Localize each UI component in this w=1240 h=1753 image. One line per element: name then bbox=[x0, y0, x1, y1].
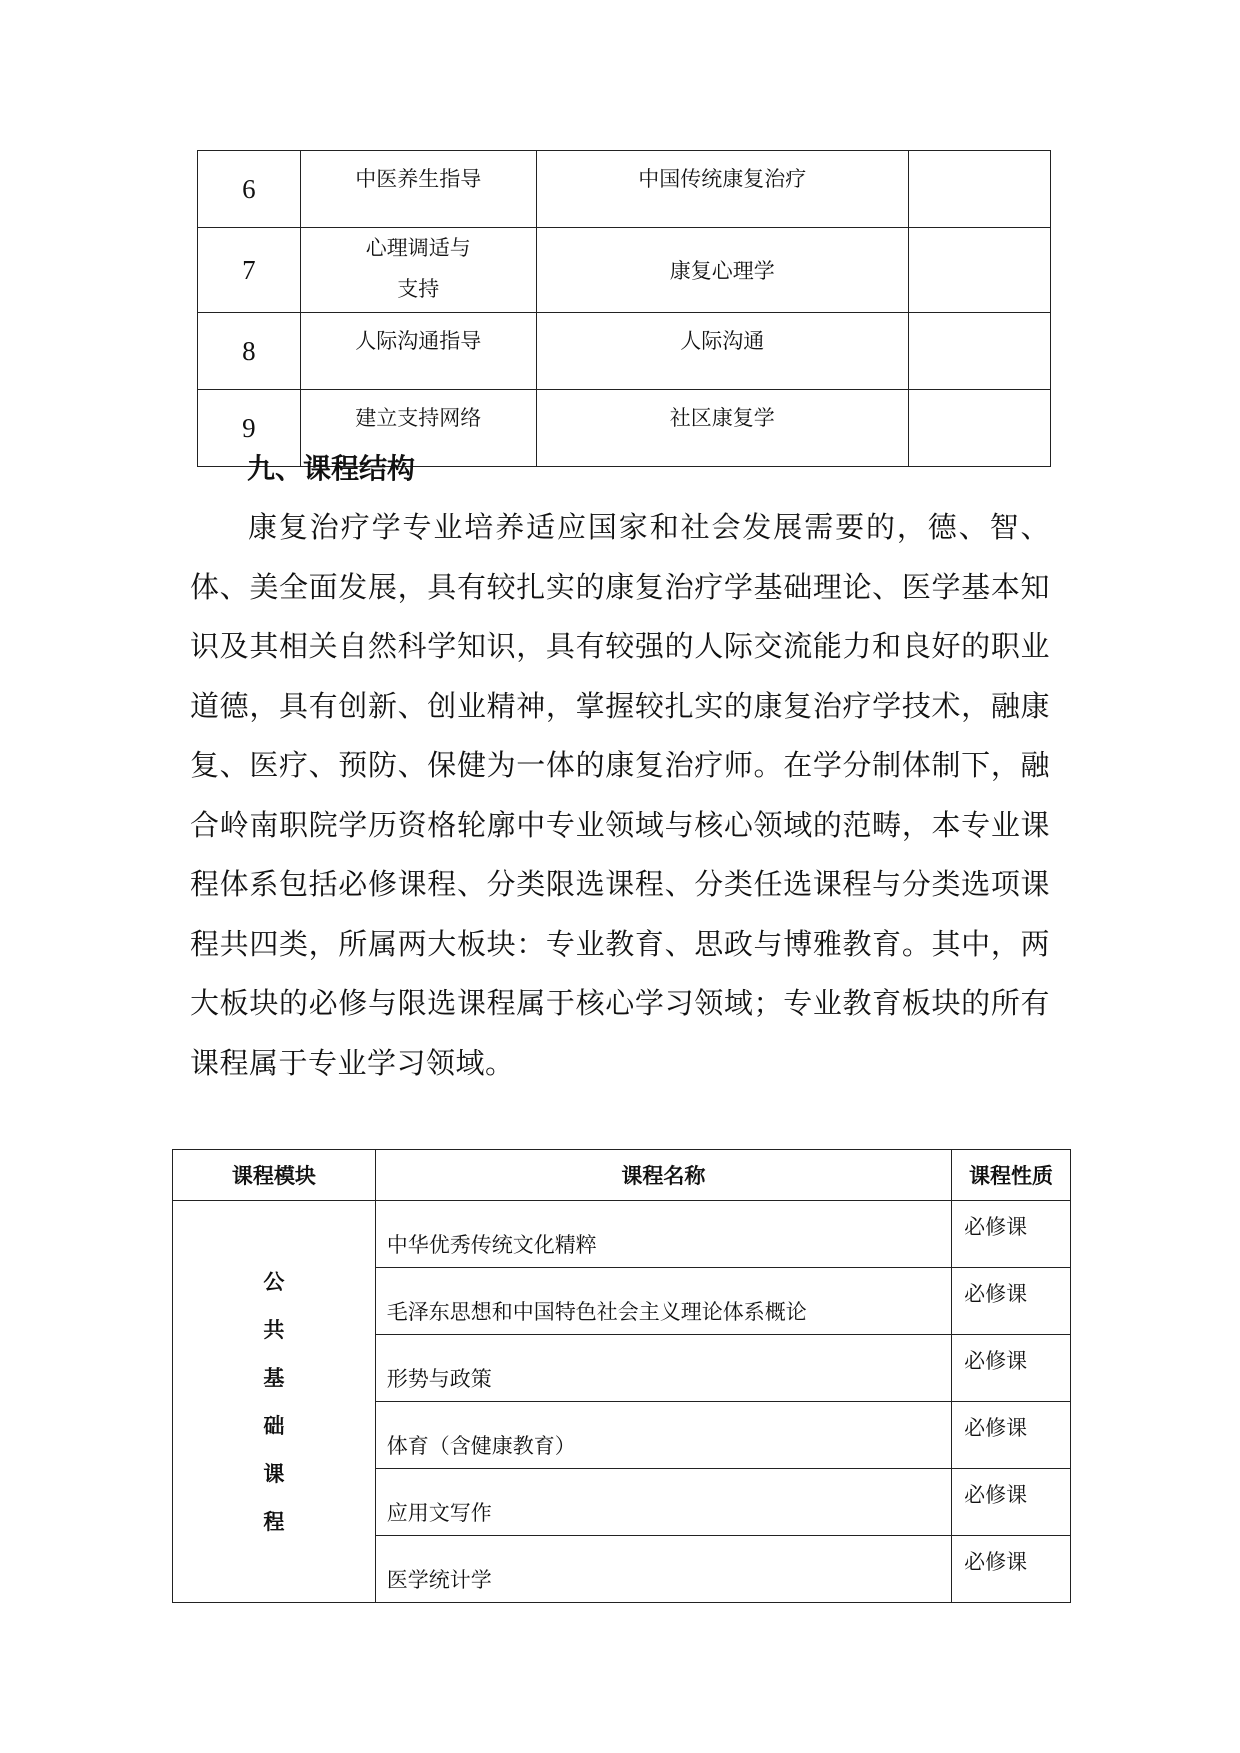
course-cell: 人际沟通 bbox=[536, 313, 908, 390]
header-nature: 课程性质 bbox=[952, 1150, 1071, 1201]
course-name: 中华优秀传统文化精粹 bbox=[375, 1201, 951, 1268]
module-cell bbox=[173, 1201, 376, 1603]
course-structure-table bbox=[172, 1149, 1071, 1603]
module-char: 础 bbox=[263, 1413, 285, 1438]
task-cell: 人际沟通指导 bbox=[300, 313, 536, 390]
course-cell: 康复心理学 bbox=[536, 228, 908, 313]
note-cell bbox=[908, 151, 1050, 228]
task-cell: 建立支持网络 bbox=[300, 390, 536, 467]
course-nature: 必修课 bbox=[952, 1536, 1071, 1603]
note-cell bbox=[908, 228, 1050, 313]
course-nature: 必修课 bbox=[952, 1335, 1071, 1402]
intro-paragraph: 康复治疗学专业培养适应国家和社会发展需要的，德、智、体、美全面发展，具有较扎实的康复治疗学基础理论、医学基本知识及其相关自然科学知识，具有较强的人际交流能力和良好的职业道德，具有创新、创业精神，掌握较扎实的康复治疗学技术，融康复、医疗、预防、保健为一体的康复治疗师。在学分制体制下，融合岭南职院学历资格轮廓中专业领域与核心领域的范畴，本专业课程体系包括必修课程、分类限选课程、分类任选课程与分类选项课程共四类，所属两大板块：专业教育、思政与博雅教育。其中，两大板块的必修与限选课程属于核心学习领域；专业教育板块的所有课程属于专业学习领域。 bbox=[190, 510, 1050, 1080]
table-row bbox=[173, 1201, 1071, 1268]
module-char: 程 bbox=[263, 1509, 285, 1534]
table-row bbox=[198, 313, 1051, 390]
row-number: 9 bbox=[198, 390, 301, 467]
course-nature: 必修课 bbox=[952, 1469, 1071, 1536]
course-nature: 必修课 bbox=[952, 1201, 1071, 1268]
course-nature: 必修课 bbox=[952, 1402, 1071, 1469]
task-cell bbox=[300, 228, 536, 313]
note-cell bbox=[908, 390, 1050, 467]
section-heading: 九、课程结构 bbox=[247, 452, 416, 485]
module-char: 基 bbox=[263, 1365, 285, 1390]
table-row bbox=[198, 228, 1051, 313]
table-row bbox=[198, 151, 1051, 228]
row-number: 8 bbox=[198, 313, 301, 390]
task-line: 心理调适与 bbox=[365, 236, 471, 260]
course-name: 形势与政策 bbox=[375, 1335, 951, 1402]
course-cell: 中国传统康复治疗 bbox=[536, 151, 908, 228]
course-name: 体育（含健康教育） bbox=[375, 1402, 951, 1469]
note-cell bbox=[908, 313, 1050, 390]
course-name: 医学统计学 bbox=[375, 1536, 951, 1603]
row-number: 7 bbox=[198, 228, 301, 313]
course-name: 应用文写作 bbox=[375, 1469, 951, 1536]
module-char: 公 bbox=[263, 1269, 285, 1294]
job-course-table bbox=[197, 150, 1051, 467]
header-module: 课程模块 bbox=[173, 1150, 376, 1201]
task-cell: 中医养生指导 bbox=[300, 151, 536, 228]
course-nature: 必修课 bbox=[952, 1268, 1071, 1335]
header-name: 课程名称 bbox=[375, 1150, 951, 1201]
module-char: 课 bbox=[263, 1461, 285, 1486]
module-char: 共 bbox=[263, 1317, 285, 1342]
header-row bbox=[173, 1150, 1071, 1201]
row-number: 6 bbox=[198, 151, 301, 228]
task-line: 支持 bbox=[397, 277, 440, 301]
course-cell: 社区康复学 bbox=[536, 390, 908, 467]
course-name: 毛泽东思想和中国特色社会主义理论体系概论 bbox=[375, 1268, 951, 1335]
